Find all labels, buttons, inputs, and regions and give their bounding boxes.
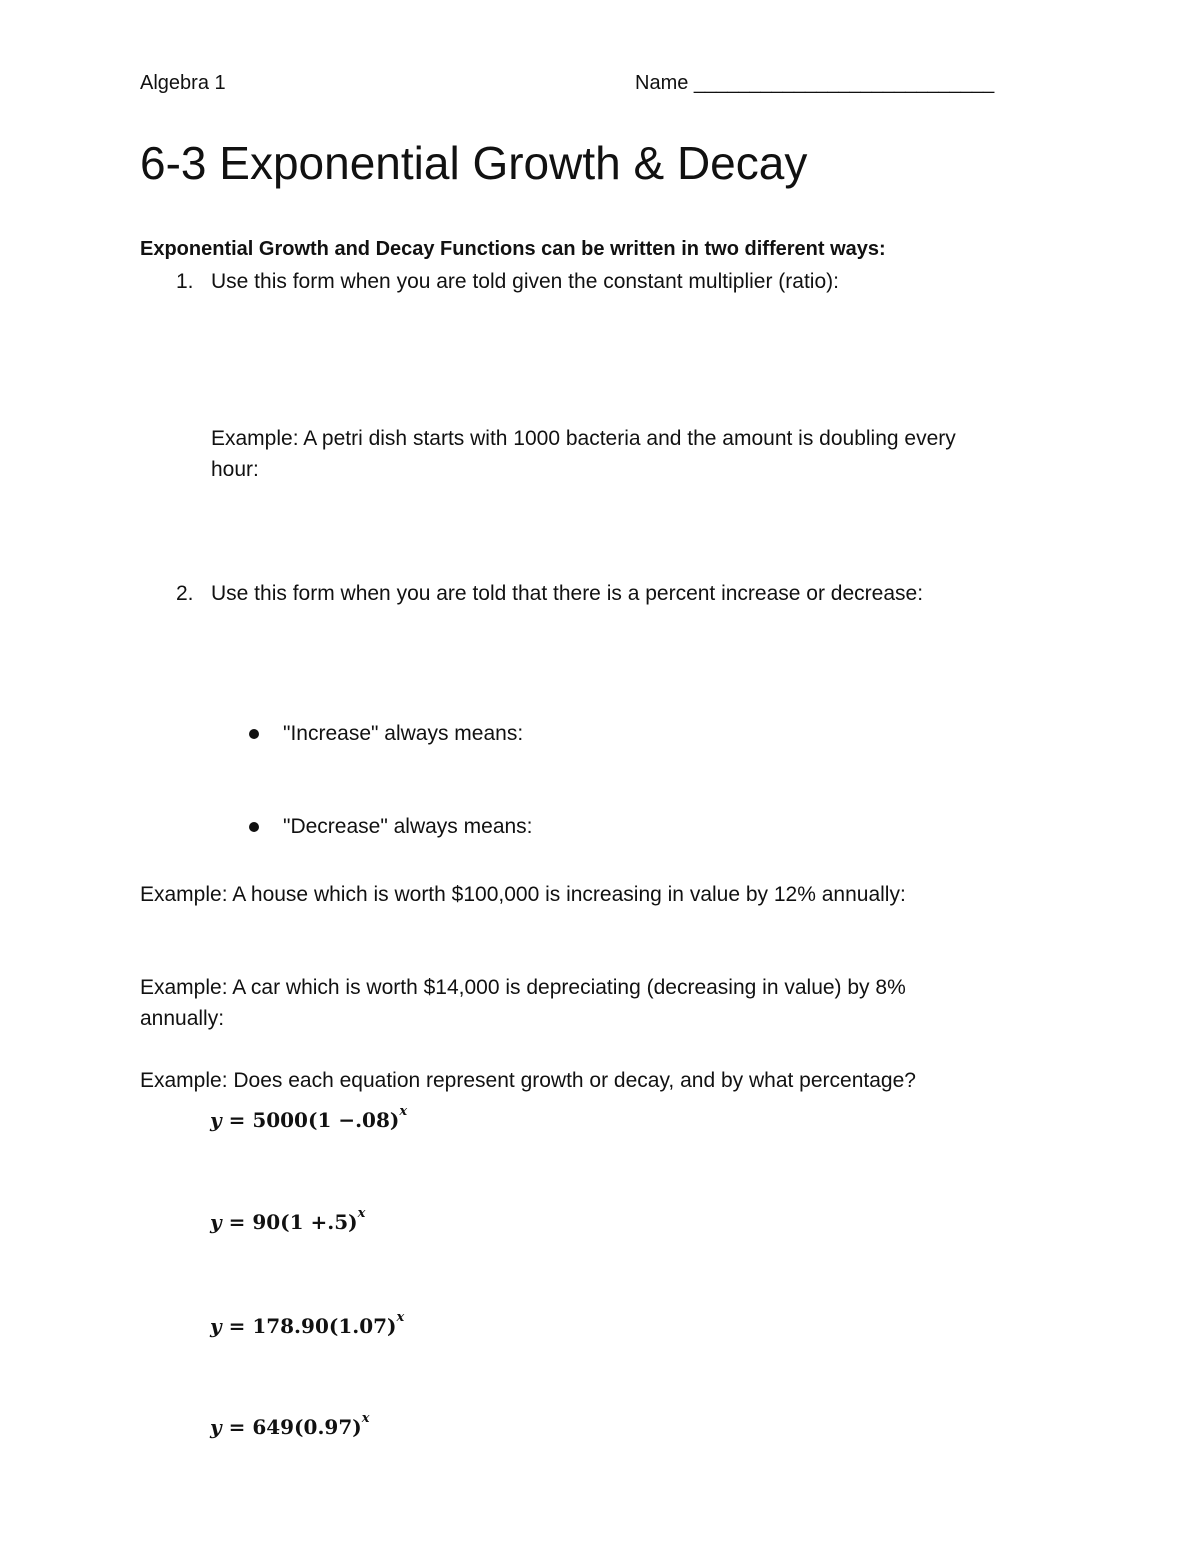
equation-2-equals: =	[221, 1210, 253, 1234]
intro-heading: Exponential Growth and Decay Functions can be written in two different ways:	[140, 238, 886, 260]
equation-1-equals: =	[221, 1108, 253, 1132]
bullet-increase-text: "Increase" always means:	[283, 722, 524, 745]
name-field-label: Name ___________________________	[635, 72, 995, 94]
equation-3-var: y	[210, 1314, 222, 1338]
example-petri-line2: hour:	[211, 458, 259, 481]
form-1-number: 1.	[176, 270, 194, 293]
equation-3-exponent: x	[396, 1310, 405, 1326]
example-car-line2: annually:	[140, 1007, 225, 1030]
equation-4-var: y	[210, 1415, 222, 1439]
equation-2-exponent: x	[357, 1206, 366, 1222]
example-car-line1: Example: A car which is worth $14,000 is depreciating (decreasing in value) by 8%	[140, 976, 906, 999]
form-1-text: Use this form when you are told given the constant multiplier (ratio):	[211, 270, 839, 293]
equation-1-exponent: x	[399, 1104, 408, 1120]
equation-4-equals: =	[221, 1415, 253, 1439]
equation-1-rhs: 5000(1 −.08)	[252, 1108, 400, 1132]
equation-1	[210, 1104, 408, 1132]
example-equations-prompt: Example: Does each equation represent growth or decay, and by what percentage?	[140, 1069, 916, 1092]
equation-3	[210, 1310, 405, 1338]
equation-3-equals: =	[221, 1314, 253, 1338]
equation-4	[210, 1411, 370, 1439]
bullet-decrease-text: "Decrease" always means:	[283, 815, 533, 838]
example-house: Example: A house which is worth $100,000 is increasing in value by 12% annually:	[140, 883, 906, 906]
bullet-increase-dot	[249, 729, 259, 739]
form-2-number: 2.	[176, 582, 194, 605]
page-title: 6-3 Exponential Growth & Decay	[140, 137, 808, 189]
equation-2	[210, 1206, 366, 1234]
equation-2-var: y	[210, 1210, 222, 1234]
equation-4-rhs: 649(0.97)	[252, 1415, 362, 1439]
equation-1-var: y	[210, 1108, 222, 1132]
form-2-text: Use this form when you are told that there is a percent increase or decrease:	[211, 582, 924, 605]
equation-3-rhs: 178.90(1.07)	[252, 1314, 397, 1338]
equation-4-exponent: x	[361, 1411, 370, 1427]
course-label: Algebra 1	[140, 72, 226, 94]
example-petri-line1: Example: A petri dish starts with 1000 bacteria and the amount is doubling every	[211, 427, 956, 450]
equation-2-rhs: 90(1 +.5)	[252, 1210, 358, 1234]
bullet-decrease-dot	[249, 822, 259, 832]
